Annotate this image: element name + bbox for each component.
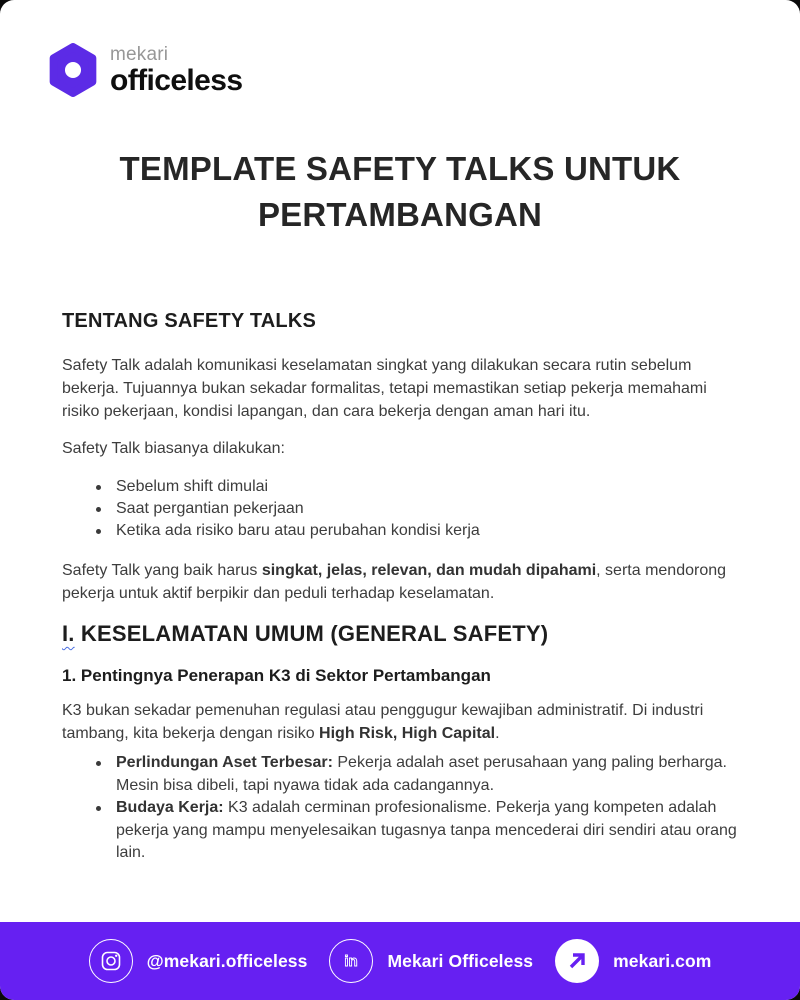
bullet-list-kapan [62,476,738,542]
paragraph-about-lead-in: Safety Talk biasanya dilakukan: [62,440,285,457]
arrow-up-right-icon [555,939,599,983]
heading-numeral: I. [62,621,75,646]
document-content [0,308,800,865]
paragraph-about-intro: Safety Talk adalah komunikasi keselamatan singkat yang dilakukan secara rutin sebelum bekerja. Tujuannya bukan sekadar formalitas, tetapi memastikan setiap pekerja memahami risiko pekerjaan, kondisi lapangan, dan cara bekerja dengan aman hari itu. [62,357,707,420]
linkedin-link[interactable] [329,939,533,983]
brand-name-top: mekari [110,43,169,65]
website-url: mekari.com [613,950,712,971]
brand-logo [47,42,242,98]
linkedin-name: Mekari Officeless [387,950,534,971]
list-item: Budaya Kerja: K3 adalah cerminan profesionalisme. Pekerja yang kompeten adalah pekerja yang mampu menyelesaikan tugasnya tanpa mencederai diri sendiri atau orang lain. [94,797,738,865]
brand-wordmark [110,45,242,96]
section-heading-keselamatan-umum [62,619,738,649]
brand-name-bottom: officeless [110,63,243,97]
instagram-handle: @mekari.officeless [146,950,308,971]
page-title: TEMPLATE SAFETY TALKS UNTUK PERTAMBANGAN [119,150,681,233]
section-heading-tentang: TENTANG SAFETY TALKS [62,310,316,332]
mekari-hexagon-icon [47,42,99,98]
subsection-heading-k3: 1. Pentingnya Penerapan K3 di Sektor Pertambangan [62,666,491,685]
svg-text:in: in [344,953,359,970]
paragraph-about-kualitas: Safety Talk yang baik harus singkat, jelas, relevan, dan mudah dipahami, serta mendorong pekerja untuk aktif berpikir dan peduli terhadap keselamatan. [62,562,727,602]
list-item: Perlindungan Aset Terbesar: Pekerja adalah aset perusahaan yang paling berharga. Mesin bisa dibeli, tapi nyawa tidak ada cadangannya. [94,752,738,797]
instagram-link[interactable] [89,939,308,983]
paragraph-k3-intro: K3 bukan sekadar pemenuhan regulasi atau penggugur kewajiban administratif. Di industri tambang, kita bekerja dengan risiko High Risk, High Capital. [62,702,704,742]
heading-text: KESELAMATAN UMUM (GENERAL SAFETY) [74,621,549,646]
list-item: Saat pergantian pekerjaan [94,498,738,520]
bullet-list-k3 [62,752,738,865]
list-item: Ketika ada risiko baru atau perubahan kondisi kerja [94,520,738,542]
instagram-icon [89,939,133,983]
website-link[interactable] [555,939,711,983]
list-item: Sebelum shift dimulai [94,476,738,498]
linkedin-icon [329,939,373,983]
footer-bar [0,922,800,1000]
